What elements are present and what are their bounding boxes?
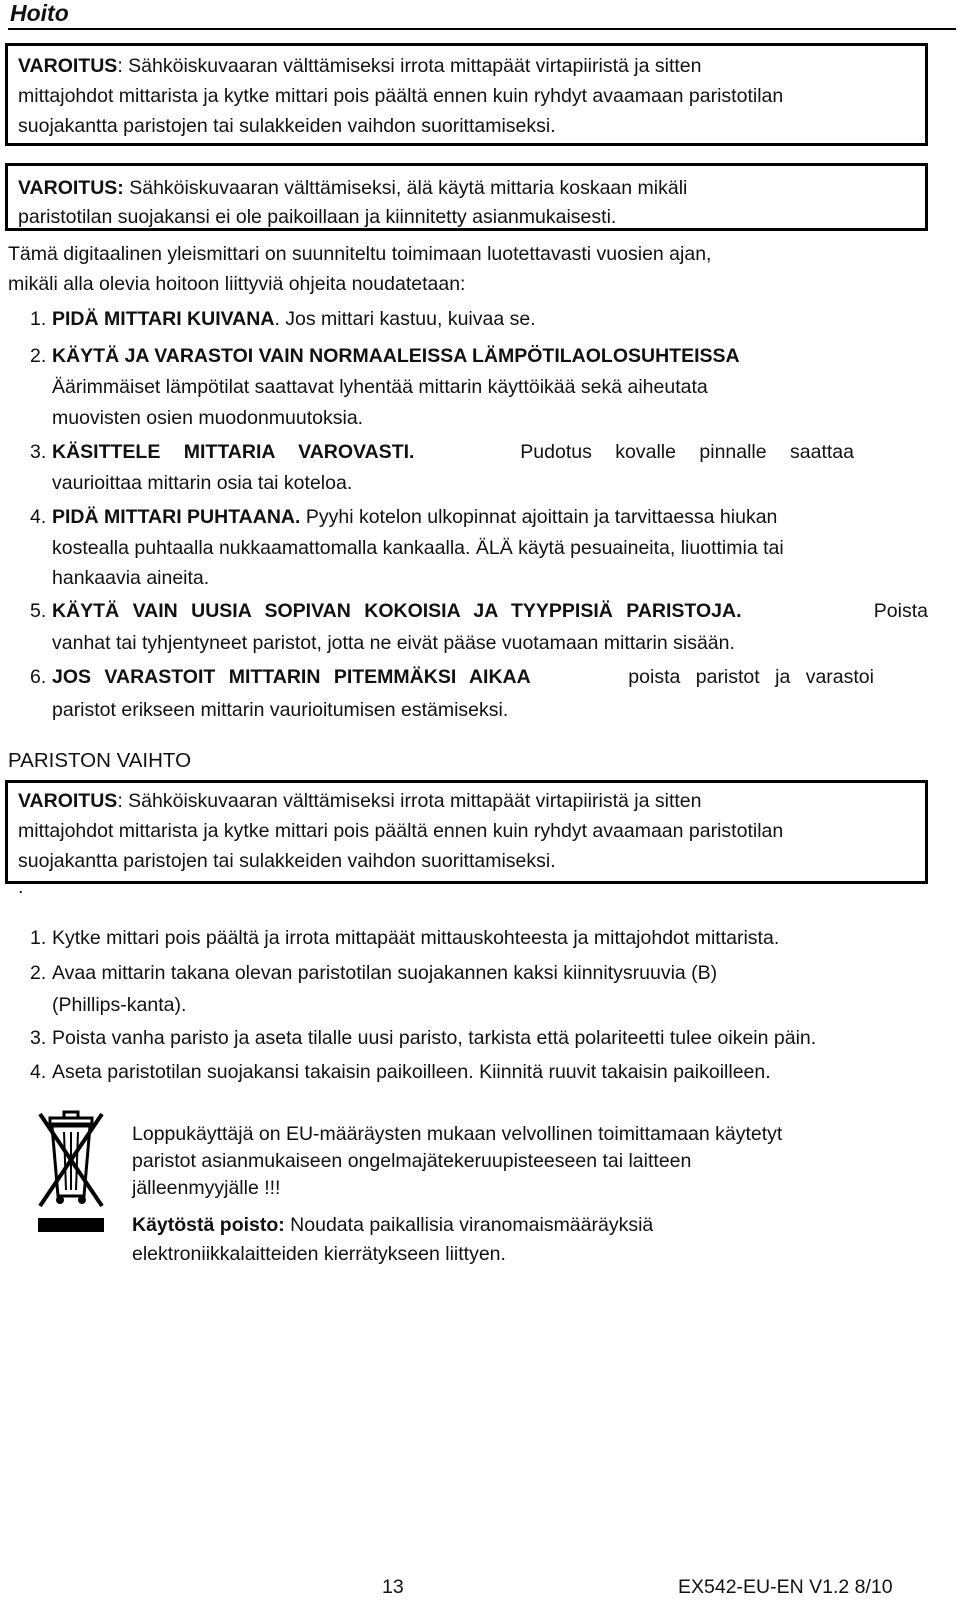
care-item-4-line-3: hankaavia aineita. bbox=[52, 567, 210, 589]
warning-2-line-1 bbox=[18, 176, 687, 200]
disposal-line-3: jälleenmyyjälle !!! bbox=[132, 1177, 281, 1199]
page-number: 13 bbox=[382, 1576, 404, 1598]
warning-1-line-1 bbox=[18, 54, 701, 78]
care-item-number: 1. bbox=[30, 308, 47, 330]
care-item-text: poista paristot ja varastoi bbox=[628, 666, 874, 688]
stray-dot: . bbox=[18, 876, 24, 898]
disposal-note-line-2: elektroniikkalaitteiden kierrätykseen liittyen. bbox=[132, 1243, 506, 1265]
care-item-4 bbox=[52, 504, 777, 530]
step-number: 1. bbox=[30, 927, 47, 949]
crossed-bin-icon bbox=[36, 1108, 106, 1236]
step-number: 4. bbox=[30, 1061, 47, 1083]
battery-step-2: Avaa mittarin takana olevan paristotilan suojakannen kaksi kiinnitysruuvia (B) bbox=[52, 962, 718, 984]
disposal-note-label: Käytöstä poisto: bbox=[132, 1214, 285, 1236]
care-item-text: Pudotus kovalle pinnalle saattaa bbox=[520, 441, 854, 463]
care-item-heading: PIDÄ MITTARI PUHTAANA. bbox=[52, 506, 301, 528]
care-item-1 bbox=[52, 306, 536, 332]
document-id: EX542-EU-EN V1.2 8/10 bbox=[678, 1576, 893, 1598]
warning-text: : Sähköiskuvaaran välttämiseksi irrota mittapäät virtapiiristä ja sitten bbox=[117, 790, 702, 812]
care-item-6-line-2: paristot erikseen mittarin vaurioitumisen estämiseksi. bbox=[52, 699, 509, 721]
care-item-5-line-1 bbox=[52, 598, 928, 624]
battery-step-1: Kytke mittari pois päältä ja irrota mittapäät mittauskohteesta ja mittajohdot mittarista. bbox=[52, 927, 780, 949]
warning-2-line-2: paristotilan suojakansi ei ole paikoillaan ja kiinnitetty asianmukaisesti. bbox=[18, 206, 617, 228]
care-item-number: 2. bbox=[30, 345, 47, 367]
battery-step-3: Poista vanha paristo ja aseta tilalle uusi paristo, tarkista että polariteetti tulee oikein päin. bbox=[52, 1027, 817, 1049]
care-item-2-line-2: Äärimmäiset lämpötilat saattavat lyhentää mittarin käyttöikää sekä aiheutata bbox=[52, 376, 708, 398]
care-item-heading: KÄYTÄ VAIN UUSIA SOPIVAN KOKOISIA JA TYYPPISIÄ PARISTOJA. bbox=[52, 600, 742, 622]
section-heading: PARISTON VAIHTO bbox=[8, 749, 192, 772]
disposal-line-1: Loppukäyttäjä on EU-määräysten mukaan velvollinen toimittamaan käytetyt bbox=[132, 1123, 783, 1145]
care-item-5-line-2: vanhat tai tyhjentyneet paristot, jotta ne eivät pääse vuotamaan mittarin sisään. bbox=[52, 632, 735, 654]
care-item-heading: KÄSITTELE MITTARIA VAROVASTI. bbox=[52, 441, 415, 463]
care-item-4-line-2: kostealla puhtaalla nukkaamattomalla kankaalla. ÄLÄ käytä pesuaineita, liuottimia tai bbox=[52, 537, 784, 559]
warning-label: VAROITUS bbox=[18, 55, 118, 77]
title-divider bbox=[8, 28, 956, 30]
battery-step-2-line-2: (Phillips-kanta). bbox=[52, 994, 187, 1016]
warning-3-line-3: suojakantta paristojen tai sulakkeiden vaihdon suorittamiseksi. bbox=[18, 850, 556, 872]
intro-line-2: mikäli alla olevia hoitoon liittyviä ohjeita noudatetaan: bbox=[8, 273, 466, 295]
care-item-heading: PIDÄ MITTARI KUIVANA bbox=[52, 308, 275, 330]
care-item-number: 3. bbox=[30, 441, 47, 463]
warning-1-line-3: suojakantta paristojen tai sulakkeiden vaihdon suorittamiseksi. bbox=[18, 115, 556, 137]
warning-3-line-1 bbox=[18, 789, 701, 813]
step-number: 2. bbox=[30, 962, 47, 984]
disposal-note bbox=[132, 1212, 653, 1238]
warning-label: VAROITUS: bbox=[18, 177, 124, 199]
warning-label: VAROITUS bbox=[18, 790, 118, 812]
care-item-3-line-2: vaurioittaa mittarin osia tai koteloa. bbox=[52, 472, 353, 494]
warning-text: : Sähköiskuvaaran välttämiseksi irrota mittapäät virtapiiristä ja sitten bbox=[117, 55, 702, 77]
care-item-2-line-3: muovisten osien muodonmuutoksia. bbox=[52, 407, 364, 429]
warning-text: Sähköiskuvaaran välttämiseksi, älä käytä mittaria koskaan mikäli bbox=[123, 177, 688, 199]
page-title: Hoito bbox=[10, 0, 69, 26]
care-item-heading: JOS VARASTOIT MITTARIN PITEMMÄKSI AIKAA bbox=[52, 666, 531, 688]
care-item-number: 4. bbox=[30, 506, 47, 528]
care-item-3-line-1 bbox=[52, 439, 854, 465]
care-item-text: Poista bbox=[873, 600, 928, 622]
step-number: 3. bbox=[30, 1027, 47, 1049]
intro-line-1: Tämä digitaalinen yleismittari on suunniteltu toimimaan luotettavasti vuosien ajan, bbox=[8, 243, 712, 265]
care-item-2-heading: KÄYTÄ JA VARASTOI VAIN NORMAALEISSA LÄMPÖTILAOLOSUHTEISSA bbox=[52, 345, 740, 367]
warning-3-line-2: mittajohdot mittarista ja kytke mittari pois päältä ennen kuin ryhdyt avaamaan paristotilan bbox=[18, 820, 784, 842]
care-item-number: 5. bbox=[30, 600, 47, 622]
disposal-line-2: paristot asianmukaiseen ongelmajätekeruupisteeseen tai laitteen bbox=[132, 1150, 692, 1172]
care-item-number: 6. bbox=[30, 666, 47, 688]
care-item-text: Pyyhi kotelon ulkopinnat ajoittain ja tarvittaessa hiukan bbox=[300, 506, 778, 528]
battery-step-4: Aseta paristotilan suojakansi takaisin paikoilleen. Kiinnitä ruuvit takaisin paikoilleen. bbox=[52, 1061, 771, 1083]
care-item-6-line-1 bbox=[52, 664, 874, 690]
disposal-note-text: Noudata paikallisia viranomaismääräyksiä bbox=[284, 1214, 654, 1236]
warning-1-line-2: mittajohdot mittarista ja kytke mittari pois päältä ennen kuin ryhdyt avaamaan paristotilan bbox=[18, 85, 784, 107]
care-item-text: . Jos mittari kastuu, kuivaa se. bbox=[274, 308, 536, 330]
